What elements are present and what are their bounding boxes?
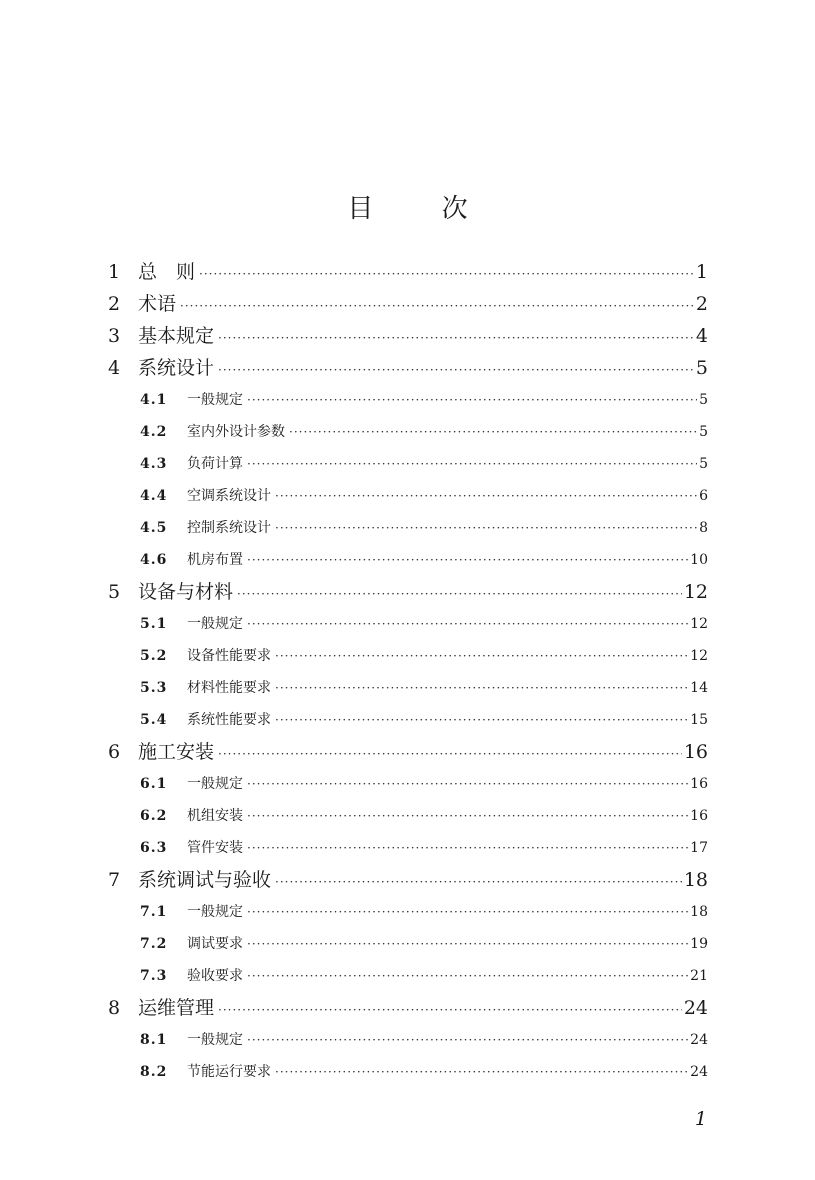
toc-section-row <box>108 384 708 416</box>
toc-entry-page: 15 <box>690 712 708 728</box>
toc-entry-title: 控制系统设计 <box>187 520 271 536</box>
toc-entry-page: 24 <box>683 997 708 1019</box>
dot-leader <box>247 800 688 832</box>
toc-entry-number: 7.1 <box>140 904 168 920</box>
dot-leader <box>247 1024 688 1056</box>
toc-entry-title: 一般规定 <box>187 1032 243 1048</box>
toc-chapter-row <box>108 576 708 608</box>
toc-section-row <box>108 768 708 800</box>
toc-entry-number: 3 <box>108 325 121 347</box>
toc-entry-number: 4.1 <box>140 392 168 408</box>
toc-entry-number: 1 <box>108 261 121 283</box>
toc-entry-number: 6.1 <box>140 776 168 792</box>
toc-entry-page: 2 <box>695 293 708 315</box>
dot-leader <box>275 672 688 704</box>
toc-entry-title: 一般规定 <box>187 392 243 408</box>
toc-entry-page: 5 <box>699 456 708 472</box>
dot-leader <box>218 322 694 354</box>
toc-entry-page: 5 <box>699 392 708 408</box>
toc-section-row <box>108 1024 708 1056</box>
page-title: 目 次 <box>347 194 498 224</box>
toc-entry-title: 系统调试与验收 <box>138 869 272 891</box>
dot-leader <box>275 640 688 672</box>
toc-chapter-row <box>108 256 708 288</box>
dot-leader <box>237 578 682 610</box>
toc-section-row <box>108 896 708 928</box>
page-number: 1 <box>694 1108 707 1130</box>
toc-entry-number: 4.6 <box>140 552 168 568</box>
toc-entry-number: 4.5 <box>140 520 168 536</box>
toc-entry-page: 5 <box>695 357 708 379</box>
toc-entry-title: 调试要求 <box>187 936 243 952</box>
toc-entry-page: 12 <box>683 581 708 603</box>
toc-entry-title: 总 则 <box>138 261 196 283</box>
toc-section-row <box>108 416 708 448</box>
toc-entry-title: 空调系统设计 <box>187 488 271 504</box>
toc-chapter-row <box>108 736 708 768</box>
toc-entry-page: 17 <box>690 840 708 856</box>
toc-entry-title: 一般规定 <box>187 904 243 920</box>
toc-entry-page: 16 <box>683 741 708 763</box>
toc-entry-page: 24 <box>690 1064 708 1080</box>
toc-entry-title: 一般规定 <box>187 616 243 632</box>
toc-entry-number: 5.4 <box>140 712 168 728</box>
toc-entry-number: 6.2 <box>140 808 168 824</box>
toc-section-row <box>108 960 708 992</box>
toc-chapter-row <box>108 352 708 384</box>
toc-entry-page: 18 <box>683 869 708 891</box>
toc-entry-title: 管件安装 <box>187 840 243 856</box>
dot-leader <box>247 608 688 640</box>
toc-entry-number: 5 <box>108 581 121 603</box>
toc-chapter-row <box>108 288 708 320</box>
toc-entry-number: 7 <box>108 869 121 891</box>
toc-entry-number: 4.4 <box>140 488 168 504</box>
toc-section-row <box>108 544 708 576</box>
toc-entry-page: 18 <box>690 904 708 920</box>
dot-leader <box>275 704 688 736</box>
toc-section-row <box>108 1056 708 1088</box>
dot-leader <box>247 896 688 928</box>
toc-section-row <box>108 608 708 640</box>
toc-entry-title: 系统性能要求 <box>187 712 271 728</box>
toc-section-row <box>108 800 708 832</box>
toc-entry-title: 施工安装 <box>138 741 215 763</box>
toc-section-row <box>108 448 708 480</box>
toc-entry-number: 6 <box>108 741 121 763</box>
dot-leader <box>275 512 697 544</box>
toc-entry-number: 8 <box>108 997 121 1019</box>
toc-entry-title: 一般规定 <box>187 776 243 792</box>
dot-leader <box>218 994 682 1026</box>
dot-leader <box>218 738 682 770</box>
dot-leader <box>247 544 688 576</box>
dot-leader <box>199 258 694 290</box>
toc-section-row <box>108 832 708 864</box>
toc-entry-page: 16 <box>690 808 708 824</box>
toc-entry-page: 24 <box>690 1032 708 1048</box>
toc-entry-number: 8.2 <box>140 1064 168 1080</box>
dot-leader <box>180 290 694 322</box>
toc-entry-number: 5.2 <box>140 648 168 664</box>
toc-entry-title: 运维管理 <box>138 997 215 1019</box>
dot-leader <box>247 768 688 800</box>
toc-entry-title: 设备与材料 <box>138 581 234 603</box>
toc-entry-number: 4 <box>108 357 121 379</box>
toc-entry-number: 2 <box>108 293 121 315</box>
dot-leader <box>275 866 682 898</box>
toc-entry-number: 7.2 <box>140 936 168 952</box>
toc-entry-page: 16 <box>690 776 708 792</box>
toc-entry-page: 1 <box>695 261 708 283</box>
toc-entry-number: 5.3 <box>140 680 168 696</box>
dot-leader <box>218 354 694 386</box>
toc-entry-page: 12 <box>690 648 708 664</box>
dot-leader <box>275 480 697 512</box>
toc-entry-number: 6.3 <box>140 840 168 856</box>
toc-entry-page: 10 <box>690 552 708 568</box>
toc-section-row <box>108 512 708 544</box>
dot-leader <box>247 960 688 992</box>
toc-entry-page: 21 <box>690 968 708 984</box>
toc-entry-title: 基本规定 <box>138 325 215 347</box>
toc-entry-number: 5.1 <box>140 616 168 632</box>
dot-leader <box>289 416 697 448</box>
toc-entry-page: 19 <box>690 936 708 952</box>
toc-entry-title: 室内外设计参数 <box>187 424 285 440</box>
dot-leader <box>275 1056 688 1088</box>
toc-entry-title: 验收要求 <box>187 968 243 984</box>
table-of-contents <box>108 256 708 1088</box>
toc-entry-title: 机房布置 <box>187 552 243 568</box>
toc-section-row <box>108 480 708 512</box>
toc-section-row <box>108 672 708 704</box>
toc-entry-number: 4.2 <box>140 424 168 440</box>
toc-entry-page: 14 <box>690 680 708 696</box>
toc-section-row <box>108 928 708 960</box>
dot-leader <box>247 384 697 416</box>
toc-chapter-row <box>108 864 708 896</box>
toc-chapter-row <box>108 320 708 352</box>
dot-leader <box>247 832 688 864</box>
toc-entry-page: 4 <box>695 325 708 347</box>
toc-entry-number: 4.3 <box>140 456 168 472</box>
toc-entry-page: 12 <box>690 616 708 632</box>
toc-section-row <box>108 640 708 672</box>
toc-entry-title: 设备性能要求 <box>187 648 271 664</box>
toc-entry-page: 8 <box>699 520 708 536</box>
toc-entry-title: 节能运行要求 <box>187 1064 271 1080</box>
toc-entry-title: 负荷计算 <box>187 456 243 472</box>
toc-chapter-row <box>108 992 708 1024</box>
toc-entry-page: 5 <box>699 424 708 440</box>
toc-entry-title: 术语 <box>138 293 177 315</box>
dot-leader <box>247 448 697 480</box>
toc-entry-number: 8.1 <box>140 1032 168 1048</box>
toc-entry-number: 7.3 <box>140 968 168 984</box>
toc-entry-title: 材料性能要求 <box>187 680 271 696</box>
dot-leader <box>247 928 688 960</box>
toc-section-row <box>108 704 708 736</box>
toc-entry-page: 6 <box>699 488 708 504</box>
toc-entry-title: 系统设计 <box>138 357 215 379</box>
toc-entry-title: 机组安装 <box>187 808 243 824</box>
